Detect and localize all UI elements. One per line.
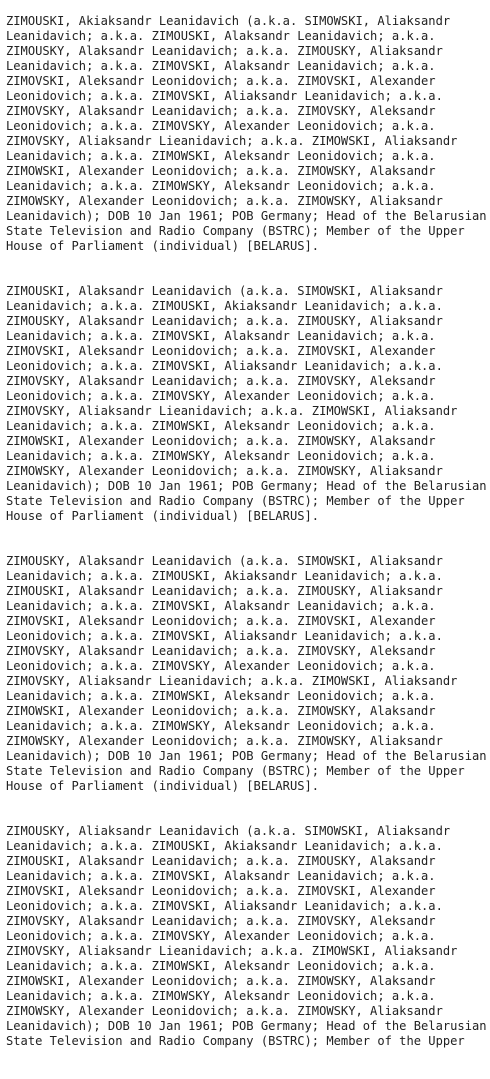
- entry-line: ZIMOUSKY, Alaksandr Leanidavich; a.k.a. ZIMOUSKY, Aliaksandr: [6, 44, 443, 58]
- entry-line: Leanidavich; a.k.a. ZIMOWSKY, Aleksandr Leonidovich; a.k.a.: [6, 989, 436, 1003]
- entry-line: Leanidavich; a.k.a. ZIMOWSKI, Aleksandr Leonidovich; a.k.a.: [6, 149, 436, 163]
- entry-line: ZIMOWSKI, Alexander Leonidovich; a.k.a. ZIMOWSKY, Alaksandr: [6, 434, 436, 448]
- sanctions-entry: [6, 284, 490, 524]
- entry-line: Leanidavich; a.k.a. ZIMOWSKI, Aleksandr Leonidovich; a.k.a.: [6, 689, 436, 703]
- entry-line: Leonidovich; a.k.a. ZIMOVSKY, Alexander Leonidovich; a.k.a.: [6, 929, 436, 943]
- sanctions-entry: [6, 554, 490, 794]
- entry-line: ZIMOUSKY, Alaksandr Leanidavich (a.k.a. SIMOWSKI, Aliaksandr: [6, 554, 443, 568]
- entry-line: Leanidavich); DOB 10 Jan 1961; POB Germany; Head of the Belarusian: [6, 209, 487, 223]
- entry-line: ZIMOWSKY, Alexander Leonidovich; a.k.a. ZIMOWSKY, Aliaksandr: [6, 734, 443, 748]
- entry-line: ZIMOVSKY, Aliaksandr Lieanidavich; a.k.a. ZIMOWSKI, Aliaksandr: [6, 404, 458, 418]
- entry-line: Leanidavich); DOB 10 Jan 1961; POB Germany; Head of the Belarusian: [6, 479, 487, 493]
- entry-line: ZIMOVSKY, Aliaksandr Lieanidavich; a.k.a. ZIMOWSKI, Aliaksandr: [6, 944, 458, 958]
- entry-line: Leanidavich; a.k.a. ZIMOUSKI, Alaksandr Leanidavich; a.k.a.: [6, 29, 436, 43]
- entry-line: ZIMOWSKY, Alexander Leonidovich; a.k.a. ZIMOWSKY, Aliaksandr: [6, 194, 443, 208]
- entry-line: ZIMOWSKI, Alexander Leonidovich; a.k.a. ZIMOWSKY, Alaksandr: [6, 974, 436, 988]
- entry-line: House of Parliament (individual) [BELARUS].: [6, 509, 320, 523]
- entry-line: ZIMOVSKY, Alaksandr Leanidavich; a.k.a. ZIMOVSKY, Aleksandr: [6, 104, 436, 118]
- entry-line: Leanidavich); DOB 10 Jan 1961; POB Germany; Head of the Belarusian: [6, 1019, 487, 1033]
- entry-line: Leonidovich; a.k.a. ZIMOVSKI, Aliaksandr Leanidavich; a.k.a.: [6, 629, 443, 643]
- entry-line: ZIMOVSKY, Alaksandr Leanidavich; a.k.a. ZIMOVSKY, Aleksandr: [6, 644, 436, 658]
- entry-line: ZIMOUSKI, Alaksandr Leanidavich; a.k.a. ZIMOUSKY, Aliaksandr: [6, 584, 443, 598]
- entry-line: Leanidavich; a.k.a. ZIMOUSKI, Akiaksandr Leanidavich; a.k.a.: [6, 839, 443, 853]
- entry-line: Leonidovich; a.k.a. ZIMOVSKI, Aliaksandr Leanidavich; a.k.a.: [6, 359, 443, 373]
- entry-line: Leonidovich; a.k.a. ZIMOVSKY, Alexander Leonidovich; a.k.a.: [6, 659, 436, 673]
- entry-line: State Television and Radio Company (BSTRC); Member of the Upper: [6, 224, 465, 238]
- entry-line: State Television and Radio Company (BSTRC); Member of the Upper: [6, 1034, 465, 1048]
- entry-line: Leanidavich; a.k.a. ZIMOVSKI, Alaksandr Leanidavich; a.k.a.: [6, 869, 436, 883]
- entry-line: Leonidovich; a.k.a. ZIMOVSKI, Aliaksandr Leanidavich; a.k.a.: [6, 89, 443, 103]
- entry-line: ZIMOVSKI, Aleksandr Leonidovich; a.k.a. ZIMOVSKI, Alexander: [6, 884, 436, 898]
- sanctions-entry: [6, 824, 490, 1049]
- entry-line: ZIMOUSKY, Alaksandr Leanidavich; a.k.a. ZIMOUSKY, Aliaksandr: [6, 314, 443, 328]
- entry-line: Leanidavich; a.k.a. ZIMOWSKY, Aleksandr Leonidovich; a.k.a.: [6, 179, 436, 193]
- sanctions-entry: [6, 14, 490, 254]
- document-body: [6, 14, 490, 1079]
- entry-line: ZIMOVSKY, Aliaksandr Lieanidavich; a.k.a. ZIMOWSKI, Aliaksandr: [6, 674, 458, 688]
- entry-line: ZIMOWSKY, Alexander Leonidovich; a.k.a. ZIMOWSKY, Aliaksandr: [6, 464, 443, 478]
- entry-line: ZIMOWSKY, Alexander Leonidovich; a.k.a. ZIMOWSKY, Aliaksandr: [6, 1004, 443, 1018]
- entry-line: Leonidovich; a.k.a. ZIMOVSKY, Alexander Leonidovich; a.k.a.: [6, 389, 436, 403]
- entry-line: Leanidavich; a.k.a. ZIMOUSKI, Akiaksandr Leanidavich; a.k.a.: [6, 299, 443, 313]
- entry-line: ZIMOVSKI, Aleksandr Leonidovich; a.k.a. ZIMOVSKI, Alexander: [6, 614, 436, 628]
- entry-line: ZIMOVSKI, Aleksandr Leonidovich; a.k.a. ZIMOVSKI, Alexander: [6, 74, 436, 88]
- entry-line: ZIMOUSKI, Alaksandr Leanidavich; a.k.a. ZIMOUSKY, Alaksandr: [6, 854, 436, 868]
- entry-line: Leanidavich; a.k.a. ZIMOVSKI, Alaksandr Leanidavich; a.k.a.: [6, 329, 436, 343]
- entry-line: House of Parliament (individual) [BELARUS].: [6, 239, 320, 253]
- entry-line: State Television and Radio Company (BSTRC); Member of the Upper: [6, 764, 465, 778]
- entry-line: ZIMOVSKY, Alaksandr Leanidavich; a.k.a. ZIMOVSKY, Aleksandr: [6, 914, 436, 928]
- entry-line: ZIMOUSKI, Akiaksandr Leanidavich (a.k.a. SIMOWSKI, Aliaksandr: [6, 14, 451, 28]
- entry-line: Leanidavich; a.k.a. ZIMOWSKI, Aleksandr Leonidovich; a.k.a.: [6, 419, 436, 433]
- entry-line: Leanidavich; a.k.a. ZIMOWSKY, Aleksandr Leonidovich; a.k.a.: [6, 719, 436, 733]
- entry-line: Leanidavich; a.k.a. ZIMOUSKI, Akiaksandr Leanidavich; a.k.a.: [6, 569, 443, 583]
- entry-line: Leonidovich; a.k.a. ZIMOVSKY, Alexander Leonidovich; a.k.a.: [6, 119, 436, 133]
- entry-line: ZIMOUSKY, Aliaksandr Leanidavich (a.k.a. SIMOWSKI, Aliaksandr: [6, 824, 451, 838]
- entry-line: Leanidavich; a.k.a. ZIMOVSKI, Alaksandr Leanidavich; a.k.a.: [6, 599, 436, 613]
- entry-line: ZIMOVSKI, Aleksandr Leonidovich; a.k.a. ZIMOVSKI, Alexander: [6, 344, 436, 358]
- entry-line: Leanidavich; a.k.a. ZIMOWSKI, Aleksandr Leonidovich; a.k.a.: [6, 959, 436, 973]
- entry-line: ZIMOVSKY, Aliaksandr Lieanidavich; a.k.a. ZIMOWSKI, Aliaksandr: [6, 134, 458, 148]
- entry-line: Leanidavich); DOB 10 Jan 1961; POB Germany; Head of the Belarusian: [6, 749, 487, 763]
- entry-line: ZIMOUSKI, Alaksandr Leanidavich (a.k.a. SIMOWSKI, Aliaksandr: [6, 284, 443, 298]
- entry-line: ZIMOWSKI, Alexander Leonidovich; a.k.a. ZIMOWSKY, Alaksandr: [6, 704, 436, 718]
- entry-line: ZIMOWSKI, Alexander Leonidovich; a.k.a. ZIMOWSKY, Alaksandr: [6, 164, 436, 178]
- entry-line: ZIMOVSKY, Alaksandr Leanidavich; a.k.a. ZIMOVSKY, Aleksandr: [6, 374, 436, 388]
- entry-line: State Television and Radio Company (BSTRC); Member of the Upper: [6, 494, 465, 508]
- entry-line: Leanidavich; a.k.a. ZIMOVSKI, Alaksandr Leanidavich; a.k.a.: [6, 59, 436, 73]
- entry-line: Leonidovich; a.k.a. ZIMOVSKI, Aliaksandr Leanidavich; a.k.a.: [6, 899, 443, 913]
- entry-line: House of Parliament (individual) [BELARUS].: [6, 779, 320, 793]
- entry-line: Leanidavich; a.k.a. ZIMOWSKY, Aleksandr Leonidovich; a.k.a.: [6, 449, 436, 463]
